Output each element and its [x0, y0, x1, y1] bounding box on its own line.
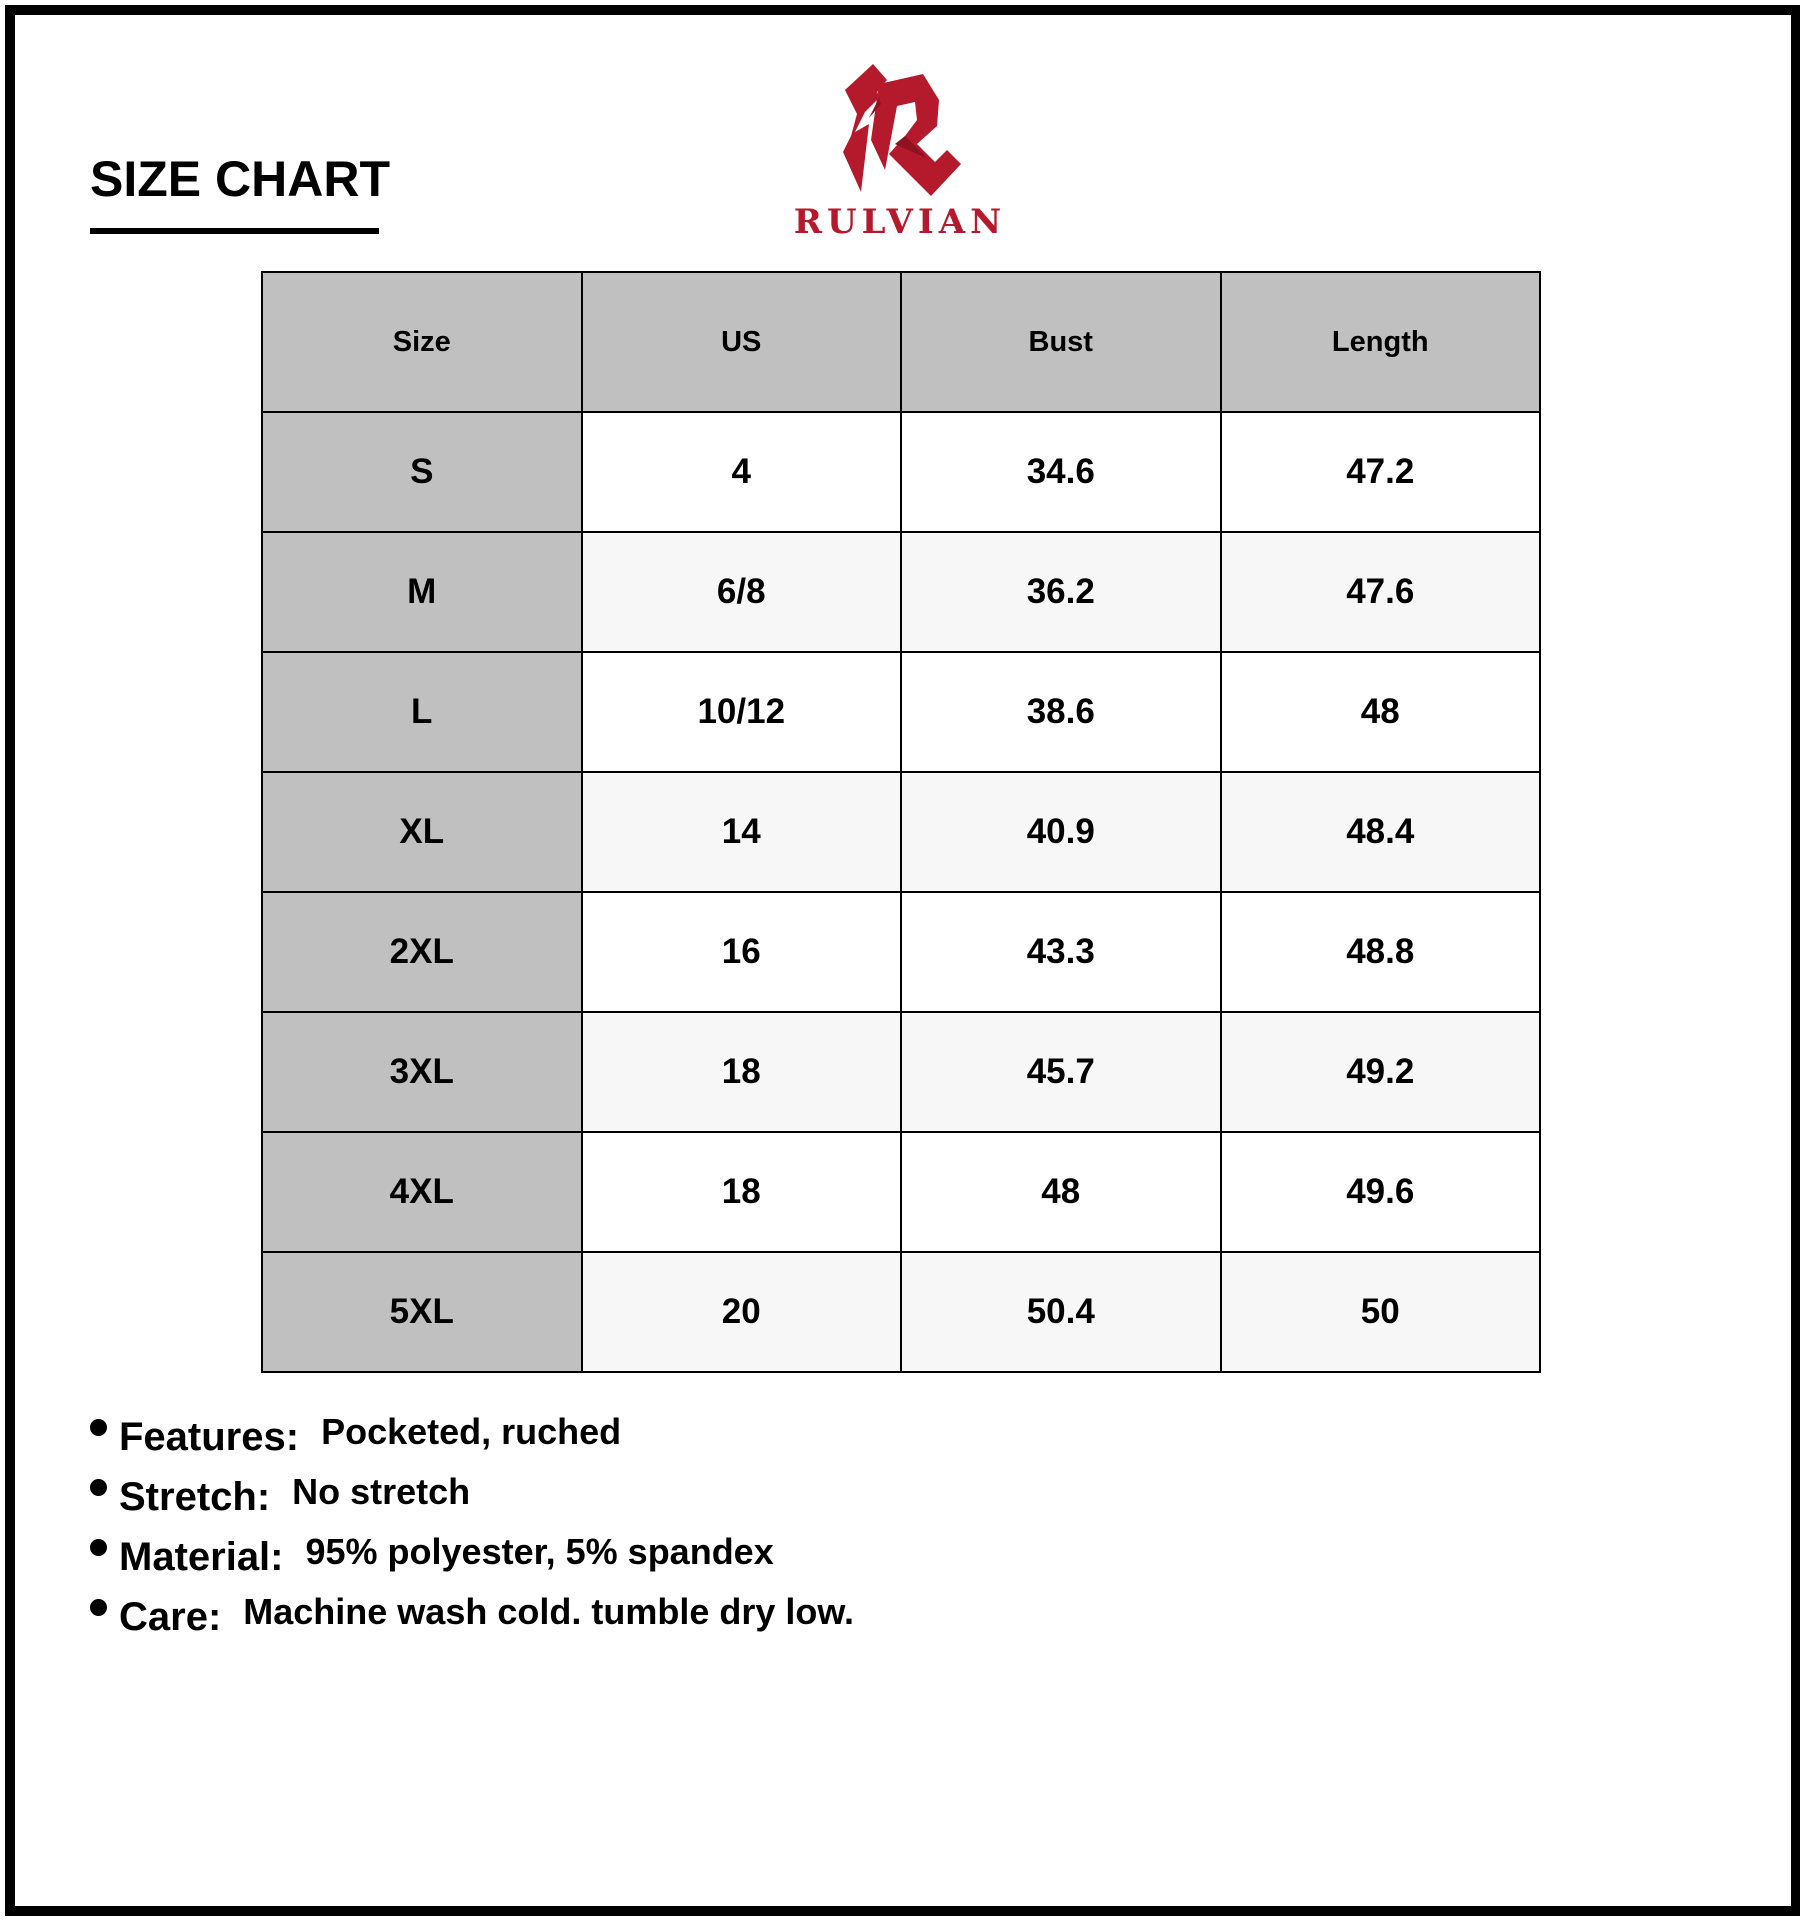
note-value: Pocketed, ruched — [321, 1411, 622, 1452]
note-value: Machine wash cold. tumble dry low. — [243, 1591, 855, 1632]
table-row — [262, 532, 1540, 652]
column-header-us: US — [582, 272, 902, 412]
bullet-icon — [90, 1599, 107, 1616]
table-row — [262, 772, 1540, 892]
bullet-icon — [90, 1419, 107, 1436]
note-label: Stretch: — [119, 1475, 271, 1519]
length-cell: 50 — [1221, 1252, 1541, 1372]
note-care — [90, 1591, 855, 1655]
table-row — [262, 412, 1540, 532]
brand-name: RULVIAN — [793, 202, 1007, 242]
note-material — [90, 1531, 854, 1595]
size-cell: L — [262, 652, 582, 772]
r-logo-icon — [835, 62, 965, 197]
us-cell: 4 — [582, 412, 902, 532]
length-cell: 48.4 — [1221, 772, 1541, 892]
bullet-icon — [90, 1479, 107, 1496]
bust-cell: 36.2 — [901, 532, 1221, 652]
bust-cell: 38.6 — [901, 652, 1221, 772]
table-header-row — [262, 272, 1540, 412]
bust-cell: 45.7 — [901, 1012, 1221, 1132]
note-label: Care: — [119, 1595, 222, 1639]
bust-cell: 34.6 — [901, 412, 1221, 532]
us-cell: 18 — [582, 1012, 902, 1132]
size-cell: XL — [262, 772, 582, 892]
us-cell: 6/8 — [582, 532, 902, 652]
size-cell: S — [262, 412, 582, 532]
title-underline — [90, 228, 379, 234]
length-cell: 48 — [1221, 652, 1541, 772]
bust-cell: 50.4 — [901, 1252, 1221, 1372]
length-cell: 49.6 — [1221, 1132, 1541, 1252]
column-header-bust: Bust — [901, 272, 1221, 412]
note-value: No stretch — [292, 1471, 471, 1512]
size-cell: 4XL — [262, 1132, 582, 1252]
length-cell: 47.2 — [1221, 412, 1541, 532]
us-cell: 18 — [582, 1132, 902, 1252]
table-row — [262, 1252, 1540, 1372]
brand-logo — [780, 62, 1020, 252]
bust-cell: 40.9 — [901, 772, 1221, 892]
note-value: 95% polyester, 5% spandex — [305, 1531, 774, 1572]
us-cell: 20 — [582, 1252, 902, 1372]
bust-cell: 48 — [901, 1132, 1221, 1252]
table-row — [262, 1012, 1540, 1132]
note-label: Features: — [119, 1415, 300, 1459]
size-table — [261, 271, 1541, 1373]
table-row — [262, 892, 1540, 1012]
table-row — [262, 652, 1540, 772]
size-cell: M — [262, 532, 582, 652]
us-cell: 10/12 — [582, 652, 902, 772]
product-notes — [90, 1411, 855, 1655]
note-features — [90, 1411, 854, 1475]
length-cell: 49.2 — [1221, 1012, 1541, 1132]
us-cell: 16 — [582, 892, 902, 1012]
size-cell: 2XL — [262, 892, 582, 1012]
note-label: Material: — [119, 1535, 284, 1579]
length-cell: 48.8 — [1221, 892, 1541, 1012]
table-row — [262, 1132, 1540, 1252]
length-cell: 47.6 — [1221, 532, 1541, 652]
size-cell: 3XL — [262, 1012, 582, 1132]
column-header-size: Size — [262, 272, 582, 412]
us-cell: 14 — [582, 772, 902, 892]
column-header-length: Length — [1221, 272, 1541, 412]
note-stretch — [90, 1471, 854, 1535]
size-cell: 5XL — [262, 1252, 582, 1372]
page-title: SIZE CHART — [90, 151, 390, 207]
bullet-icon — [90, 1539, 107, 1556]
bust-cell: 43.3 — [901, 892, 1221, 1012]
